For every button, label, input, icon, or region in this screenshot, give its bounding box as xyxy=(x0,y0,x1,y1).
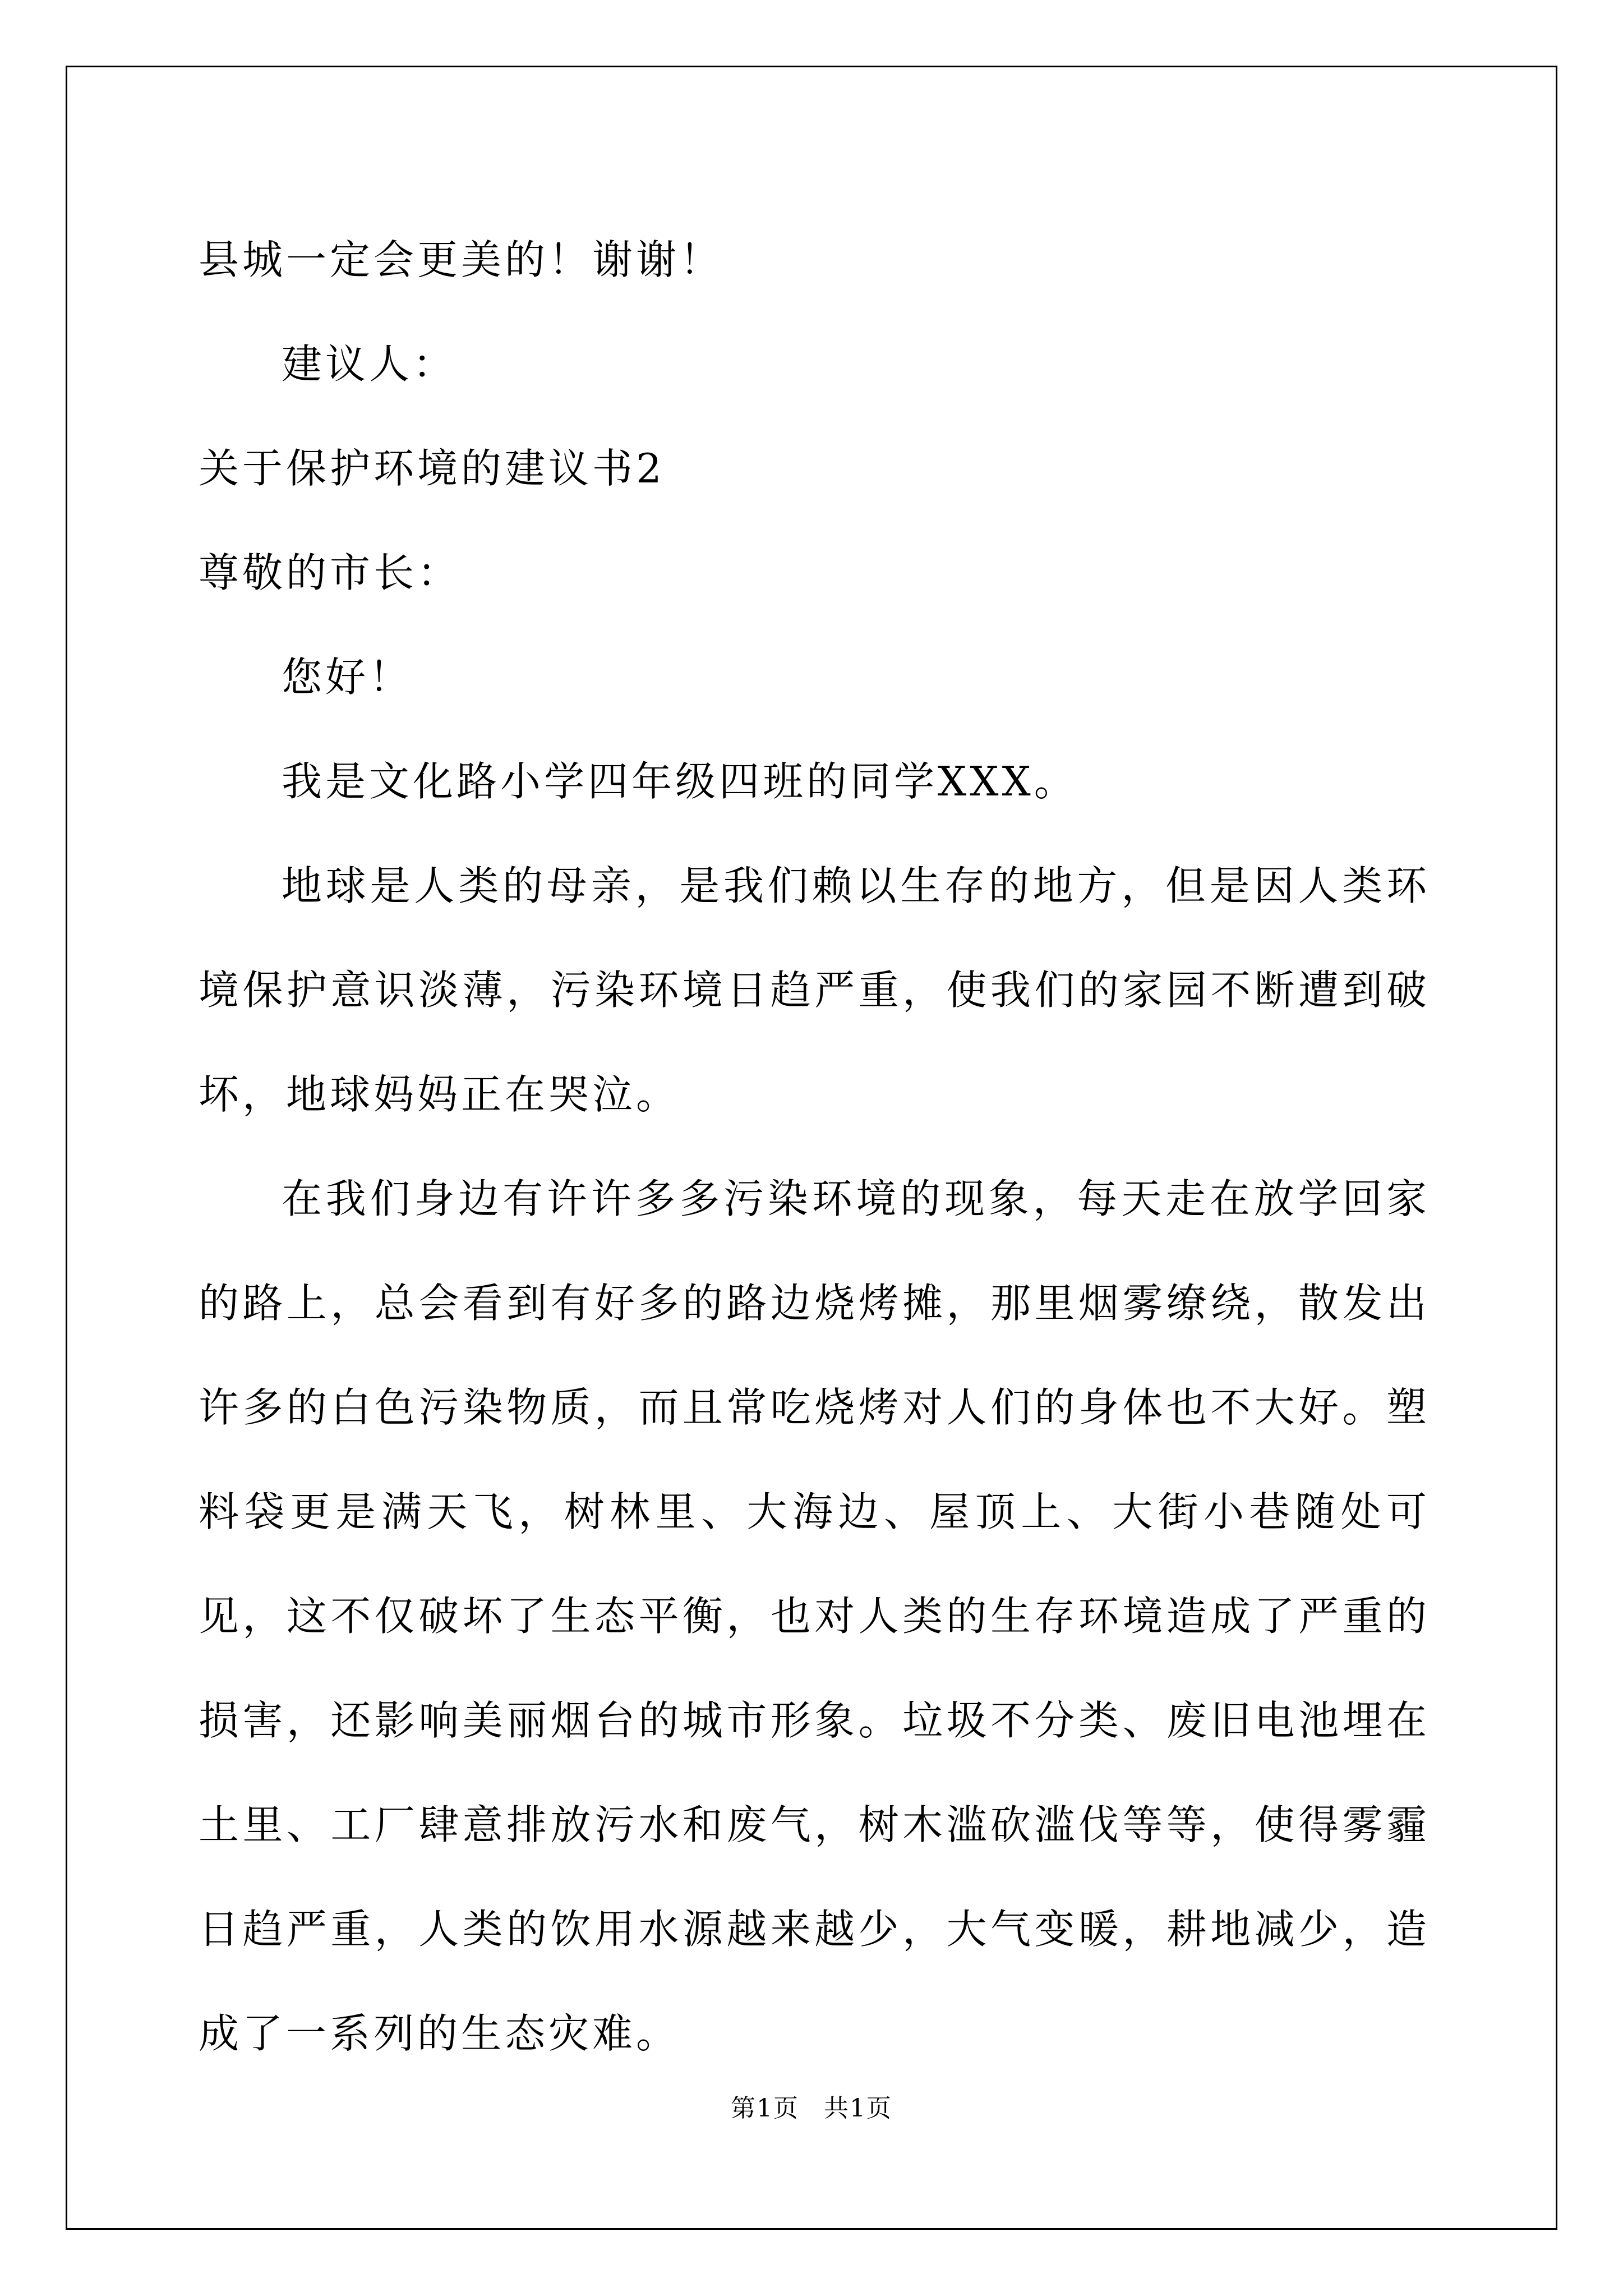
page-total: 共1页 xyxy=(824,2094,892,2123)
document-body xyxy=(199,208,1430,2086)
paragraph-body-1: 地球是人类的母亲，是我们赖以生存的地方，但是因人类环境保护意识淡薄，污染环境日趋严重，使我们的家园不断遭到破坏，地球妈妈正在哭泣。 xyxy=(199,862,1430,1118)
paragraph-salutation: 尊敬的市长： xyxy=(199,549,462,596)
paragraph-closing: 县城一定会更美的！谢谢！ xyxy=(199,236,724,283)
paragraph-introduction: 我是文化路小学四年级四班的同学XXX。 xyxy=(282,758,1078,805)
paragraph-body-2: 在我们身边有许许多多污染环境的现象，每天走在放学回家的路上，总会看到有好多的路边烧烤摊，那里烟雾缭绕，散发出许多的白色污染物质，而且常吃烧烤对人们的身体也不大好。塑料袋更是满天飞，树林里、大海边、屋顶上、大街小巷随处可见，这不仅破坏了生态平衡，也对人类的生存环境造成了严重的损害，还影响美丽烟台的城市形象。垃圾不分类、废旧电池埋在土里、工厂肆意排放污水和废气，树木滥砍滥伐等等，使得雾霾日趋严重，人类的饮用水源越来越少，大气变暖，耕地减少，造成了一系列的生态灾难。 xyxy=(199,1175,1430,2057)
paragraph-greeting: 您好！ xyxy=(282,654,413,701)
page-number: 第1页 xyxy=(731,2094,799,2123)
page-footer xyxy=(0,2088,1623,2124)
document-heading: 关于保护环境的建议书2 xyxy=(199,445,665,492)
paragraph-signer: 建议人： xyxy=(282,341,457,388)
